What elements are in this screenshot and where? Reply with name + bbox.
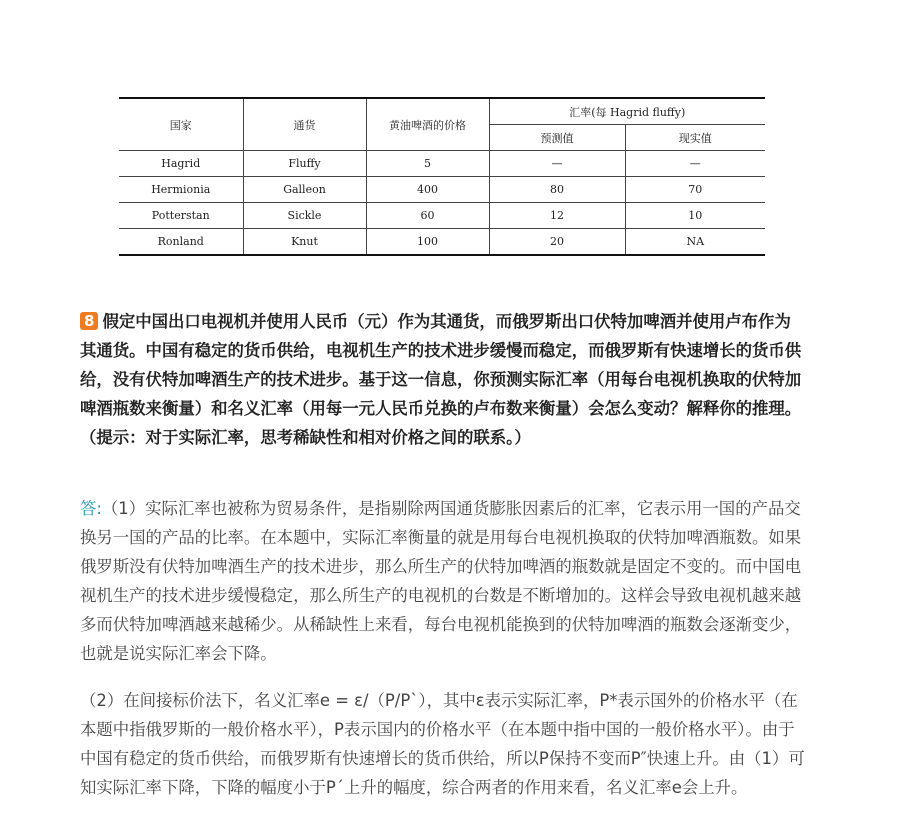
cell-price: 60 — [366, 203, 489, 229]
table-row — [119, 177, 765, 203]
cell-country: Potterstan — [119, 203, 243, 229]
exchange-rate-table — [119, 97, 765, 256]
header-price: 黄油啤酒的价格 — [366, 98, 489, 151]
header-predicted: 预测值 — [489, 125, 625, 151]
cell-country: Hagrid — [119, 151, 243, 177]
cell-price: 5 — [366, 151, 489, 177]
answer-text-1: （1）实际汇率也被称为贸易条件，是指剔除两国通货膨胀因素后的汇率，它表示用一国的产品交换另一国的产品的比率。在本题中，实际汇率衡量的就是用每台电视机换取的伏特加啤酒瓶数。如果俄罗斯没有伏特加啤酒生产的技术进步，那么所生产的伏特加啤酒的瓶数就是固定不变的。而中国电视机生产的技术进步缓慢稳定，那么所生产的电视机的台数是不断增加的。这样会导致电视机越来越多而伏特加啤酒越来越稀少。从稀缺性上来看，每台电视机能换到的伏特加啤酒的瓶数会逐渐变少，也就是说实际汇率会下降。 — [80, 499, 802, 663]
cell-actual: NA — [625, 229, 765, 256]
cell-currency: Sickle — [243, 203, 366, 229]
cell-actual: 10 — [625, 203, 765, 229]
answer-paragraph-1 — [80, 494, 805, 668]
header-currency: 通货 — [243, 98, 366, 151]
answer-label: 答: — [80, 499, 102, 518]
cell-predicted: 12 — [489, 203, 625, 229]
header-country: 国家 — [119, 98, 243, 151]
answer-paragraph-2 — [80, 686, 805, 802]
question-block — [80, 307, 805, 452]
header-rate-group: 汇率(每 Hagrid fluffy) — [489, 98, 765, 125]
cell-currency: Knut — [243, 229, 366, 256]
answer-text-2: （2）在间接标价法下，名义汇率e = ε/（P/P`），其中ε表示实际汇率，P*表示国外的价格水平（在本题中指俄罗斯的一般价格水平），P表示国内的价格水平（在本题中指中国的一般价格水平）。由于中国有稳定的货币供给，而俄罗斯有快速增长的货币供给，所以P保持不变而P″快速上升。由（1）可知实际汇率下降，下降的幅度小于P´上升的幅度，综合两者的作用来看，名义汇率e会上升。 — [80, 691, 805, 797]
cell-currency: Fluffy — [243, 151, 366, 177]
question-number-badge: 8 — [80, 312, 98, 330]
cell-predicted: — — [489, 151, 625, 177]
table-row — [119, 151, 765, 177]
cell-predicted: 20 — [489, 229, 625, 256]
cell-country: Ronland — [119, 229, 243, 256]
cell-price: 400 — [366, 177, 489, 203]
header-actual: 现实值 — [625, 125, 765, 151]
cell-currency: Galleon — [243, 177, 366, 203]
cell-actual: 70 — [625, 177, 765, 203]
question-text: 假定中国出口电视机并使用人民币（元）作为其通货，而俄罗斯出口伏特加啤酒并使用卢布作为其通货。中国有稳定的货币供给，电视机生产的技术进步缓慢而稳定，而俄罗斯有快速增长的货币供给，没有伏特加啤酒生产的技术进步。基于这一信息，你预测实际汇率（用每台电视机换取的伏特加啤酒瓶数来衡量）和名义汇率（用每一元人民币兑换的卢布数来衡量）会怎么变动？解释你的推理。（提示：对于实际汇率，思考稀缺性和相对价格之间的联系。） — [80, 312, 802, 447]
cell-price: 100 — [366, 229, 489, 256]
cell-actual: — — [625, 151, 765, 177]
table-row — [119, 229, 765, 256]
cell-country: Hermionia — [119, 177, 243, 203]
table-row — [119, 203, 765, 229]
cell-predicted: 80 — [489, 177, 625, 203]
